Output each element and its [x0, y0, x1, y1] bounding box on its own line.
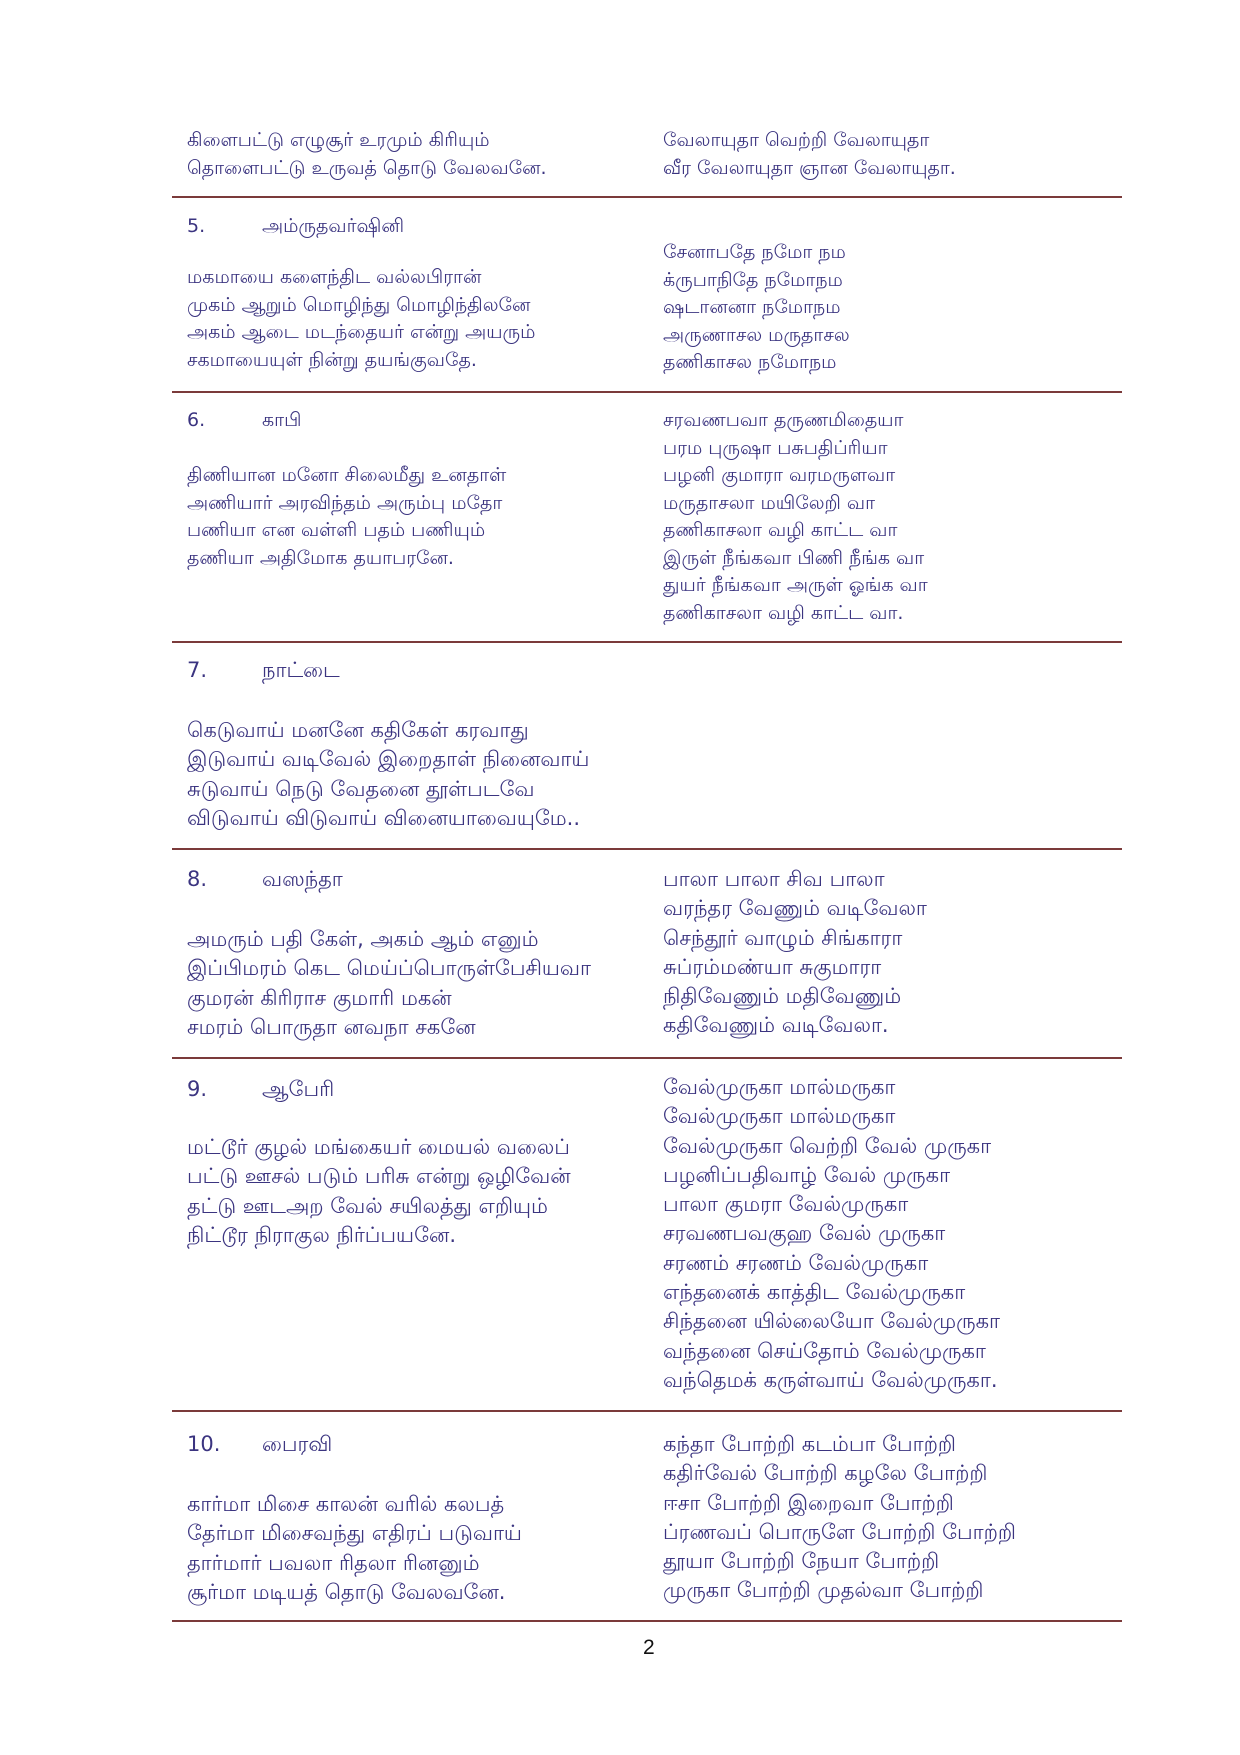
divider — [172, 1057, 1122, 1059]
verse-left — [187, 127, 547, 182]
verse-line: இருள் நீங்கவா பிணி நீங்க வா — [663, 546, 925, 569]
verse-line: வந்தெமக் கருள்வாய் வேல்முருகா. — [663, 1367, 998, 1392]
verse-line: ப்ரணவப் பொருளே போற்றி போற்றி — [663, 1519, 1016, 1544]
verse-line: சேனாபதே நமோ நம — [663, 241, 846, 263]
verse-line: தேர்மா மிசைவந்து எதிரப் படுவாய் — [187, 1521, 522, 1546]
section-number: 10. — [187, 1432, 221, 1456]
verse-line: பழனிப்பதிவாழ் வேல் முருகா — [663, 1162, 951, 1187]
divider — [172, 848, 1122, 850]
verse-right — [663, 1073, 1000, 1395]
verse-line: வேல்முருகா மால்மருகா — [663, 1104, 896, 1129]
section-number: 7. — [187, 658, 208, 682]
verse-line: மருதாசலா மயிலேறி வா — [663, 491, 876, 514]
verse-line: சரவணபவகுஹ வேல் முருகா — [663, 1221, 946, 1246]
verse-left — [187, 1133, 571, 1250]
verse-right — [663, 407, 928, 627]
divider — [172, 1410, 1122, 1412]
verse-line: மகமாயை களைந்திட வல்லபிரான் — [187, 266, 482, 288]
verse-line: வேலாயுதா வெற்றி வேலாயுதா — [663, 129, 930, 151]
verse-line: முகம் ஆறும் மொழிந்து மொழிந்திலனே — [187, 293, 531, 316]
verse-line: கெடுவாய் மனனே கதிகேள் கரவாது — [187, 718, 529, 742]
section-heading — [187, 213, 404, 241]
verse-line: சுடுவாய் நெடு வேதனை தூள்படவே — [187, 776, 535, 801]
raga-name: பைரவி — [262, 1432, 333, 1456]
verse-line: தணிகாசலா வழி காட்ட வா — [663, 519, 898, 541]
verse-line: கதிவேணும் வடிவேலா. — [663, 1013, 889, 1038]
verse-right — [663, 1430, 1016, 1606]
verse-line: அமரும் பதி கேள், அகம் ஆம் எனும் — [187, 927, 539, 951]
verse-line: க்ருபாநிதே நமோநம — [663, 268, 843, 291]
verse-line: ஷடானனா நமோநம — [663, 296, 841, 318]
verse-line: கிளைபட்டு எழுசூர் உரமும் கிரியும் — [187, 129, 490, 151]
section-number: 8. — [187, 867, 208, 891]
verse-line: தட்டு ஊடஅற வேல் சயிலத்து எறியும் — [187, 1193, 548, 1218]
verse-line: பாலா குமரா வேல்முருகா — [663, 1192, 909, 1217]
verse-line: பழனி குமாரா வரமருளவா — [663, 464, 896, 486]
verse-line: கதிர்வேல் போற்றி கழலே போற்றி — [663, 1461, 988, 1486]
verse-line: தூயா போற்றி நேயா போற்றி — [663, 1549, 940, 1574]
verse-line: பரம புருஷா பசுபதிப்ரியா — [663, 436, 888, 459]
divider — [172, 391, 1122, 393]
verse-line: தணிகாசல நமோநம — [663, 351, 837, 373]
verse-line: சிந்தனை யில்லையோ வேல்முருகா — [663, 1309, 1000, 1334]
verse-line: தணியா அதிமோக தயாபரனே. — [187, 546, 454, 569]
verse-left — [187, 462, 506, 572]
verse-line: சமரம் பொருதா னவநா சகனே — [187, 1014, 476, 1039]
verse-line: சரணம் சரணம் வேல்முருகா — [663, 1250, 929, 1275]
verse-left — [187, 716, 589, 833]
verse-line: எந்தனைக் காத்திட வேல்முருகா — [663, 1280, 966, 1305]
verse-line: பட்டு ஊசல் படும் பரிசு என்று ஒழிவேன் — [187, 1164, 571, 1189]
divider — [172, 196, 1122, 198]
verse-line: திணியான மனோ சிலைமீது உனதாள் — [187, 464, 507, 486]
verse-line: நிதிவேணும் மதிவேணும் — [663, 984, 902, 1009]
verse-line: விடுவாய் விடுவாய் வினையாவையுமே.. — [187, 805, 581, 830]
verse-right — [663, 865, 927, 1041]
verse-line: கார்மா மிசை காலன் வரில் கலபத் — [187, 1492, 505, 1516]
verse-line: சூர்மா மடியத் தொடு வேலவனே. — [187, 1579, 506, 1604]
divider — [172, 1620, 1122, 1622]
verse-line: குமரன் கிரிராச குமாரி மகன் — [187, 985, 452, 1010]
verse-line: முருகா போற்றி முதல்வா போற்றி — [663, 1578, 984, 1603]
verse-right — [663, 127, 956, 182]
verse-line: தார்மார் பவலா ரிதலா ரினனும் — [187, 1550, 480, 1575]
verse-line: தணிகாசலா வழி காட்ட வா. — [663, 601, 904, 624]
verse-line: இப்பிமரம் கெட மெய்ப்பொருள்பேசியவா — [187, 956, 591, 981]
section-number: 9. — [187, 1077, 208, 1101]
verse-line: ஈசா போற்றி இறைவா போற்றி — [663, 1490, 954, 1515]
raga-name: வஸந்தா — [262, 867, 343, 891]
section-number: 6. — [187, 409, 206, 431]
verse-line: சகமாயையுள் நின்று தயங்குவதே. — [187, 348, 477, 371]
verse-line: அணியார் அரவிந்தம் அரும்பு மதோ — [187, 491, 503, 514]
raga-name: நாட்டை — [262, 658, 340, 682]
section-heading — [187, 407, 301, 435]
divider — [172, 641, 1122, 643]
section-number: 5. — [187, 215, 206, 237]
verse-line: பாலா பாலா சிவ பாலா — [663, 867, 885, 891]
verse-left — [187, 264, 535, 374]
verse-line: வேல்முருகா மால்மருகா — [663, 1075, 896, 1099]
section-heading — [187, 1075, 334, 1104]
verse-right — [663, 239, 850, 377]
verse-line: இடுவாய் வடிவேல் இறைதாள் நினைவாய் — [187, 747, 590, 772]
raga-name: அம்ருதவர்ஷினி — [262, 215, 405, 237]
raga-name: ஆபேரி — [262, 1077, 335, 1101]
verse-line: வேல்முருகா வெற்றி வேல் முருகா — [663, 1133, 992, 1158]
verse-line: பணியா என வள்ளி பதம் பணியும் — [187, 519, 486, 541]
raga-name: காபி — [262, 409, 302, 431]
verse-line: வரந்தர வேணும் வடிவேலா — [663, 896, 927, 921]
verse-line: வந்தனை செய்தோம் வேல்முருகா — [663, 1338, 986, 1363]
verse-line: வீர வேலாயுதா ஞான வேலாயுதா. — [663, 156, 956, 179]
verse-left — [187, 925, 591, 1042]
verse-line: சரவணபவா தருணமிதையா — [663, 409, 904, 431]
verse-line: கந்தா போற்றி கடம்பா போற்றி — [663, 1432, 956, 1456]
page-number: 2 — [643, 1636, 655, 1659]
verse-line: அகம் ஆடை மடந்தையர் என்று அயரும் — [187, 321, 536, 343]
section-heading — [187, 1430, 332, 1459]
verse-left — [187, 1490, 522, 1607]
verse-line: தொளைபட்டு உருவத் தொடு வேலவனே. — [187, 156, 547, 179]
verse-line: மட்டூர் குழல் மங்கையர் மையல் வலைப் — [187, 1135, 570, 1159]
verse-line: செந்தூர் வாழும் சிங்காரா — [663, 925, 903, 950]
verse-line: துயர் நீங்கவா அருள் ஓங்க வா — [663, 574, 928, 596]
verse-line: நிட்டூர நிராகுல நிர்ப்பயனே. — [187, 1222, 457, 1247]
verse-line: சுப்ரம்மண்யா சுகுமாரா — [663, 954, 882, 979]
section-heading — [187, 656, 340, 685]
verse-line: அருணாசல மருதாசல — [663, 323, 850, 346]
section-heading — [187, 865, 343, 894]
